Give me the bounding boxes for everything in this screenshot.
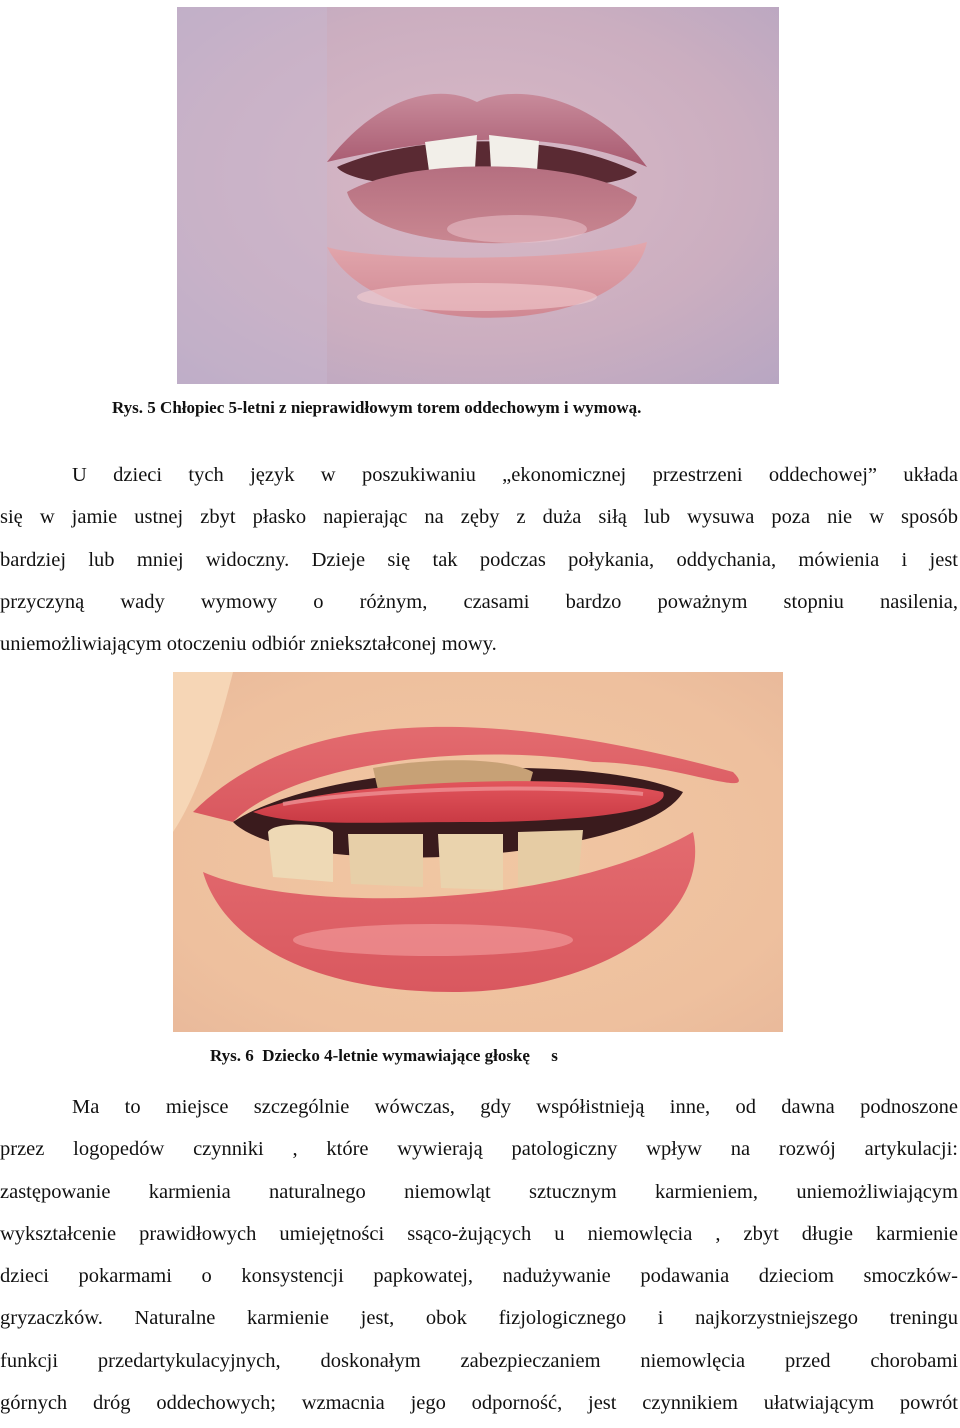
- paragraph-1-line: się w jamie ustnej zbyt płasko napierając na zęby z duża siłą lub wysuwa poza nie w sposób: [0, 506, 958, 529]
- figure-6-photo: [173, 672, 783, 1032]
- paragraph-1-line: bardziej lub mniej widoczny. Dzieje się tak podczas połykania, oddychania, mówienia i jest: [0, 548, 958, 571]
- paragraph-2-line: przez logopedów czynniki , które wywierają patologiczny wpływ na rozwój artykulacji:: [0, 1138, 958, 1161]
- figure-6-caption-sound: s: [551, 1046, 558, 1065]
- figure-5-photo: [177, 7, 779, 384]
- paragraph-1-line: uniemożliwiającym otoczeniu odbiór zniekształconej mowy.: [0, 633, 497, 656]
- paragraph-2-line: wykształcenie prawidłowych umiejętności ssąco-żujących u niemowlęcia , zbyt długie karmienie: [0, 1222, 958, 1245]
- paragraph-2-line: Ma to miejsce szczególnie wówczas, gdy współistnieją inne, od dawna podnoszone: [72, 1096, 958, 1118]
- paragraph-2-line: gryzaczków. Naturalne karmienie jest, obok fizjologicznego i najkorzystniejszego treningu: [0, 1307, 958, 1330]
- paragraph-1-line: U dzieci tych język w poszukiwaniu „ekonomicznej przestrzeni oddechowej” układa: [72, 464, 958, 486]
- paragraph-2-line: górnych dróg oddechowych; wzmacnia jego odporność, jest czynnikiem ułatwiającym powrót: [0, 1392, 958, 1415]
- figure-6-caption-text: Dziecko 4-letnie wymawiające głoskę: [262, 1046, 530, 1065]
- figure-6-caption: [210, 1046, 558, 1066]
- paragraph-2: [0, 1090, 958, 1428]
- paragraph-1-line: przyczyną wady wymowy o różnym, czasami bardzo poważnym stopniu nasilenia,: [0, 590, 958, 613]
- figure-6-caption-label: Rys. 6: [210, 1046, 254, 1065]
- paragraph-2-line: dzieci pokarmami o konsystencji papkowatej, nadużywanie podawania dzieciom smoczków-: [0, 1265, 958, 1288]
- paragraph-2-line: zastępowanie karmienia naturalnego niemowląt sztucznym karmieniem, uniemożliwiającym: [0, 1180, 958, 1203]
- paragraph-2-line: funkcji przedartykulacyjnych, doskonałym zabezpieczaniem niemowlęcia przed chorobami: [0, 1349, 958, 1372]
- paragraph-1: [0, 458, 958, 669]
- figure-5-caption: Rys. 5 Chłopiec 5-letni z nieprawidłowym torem oddechowym i wymową.: [112, 398, 642, 417]
